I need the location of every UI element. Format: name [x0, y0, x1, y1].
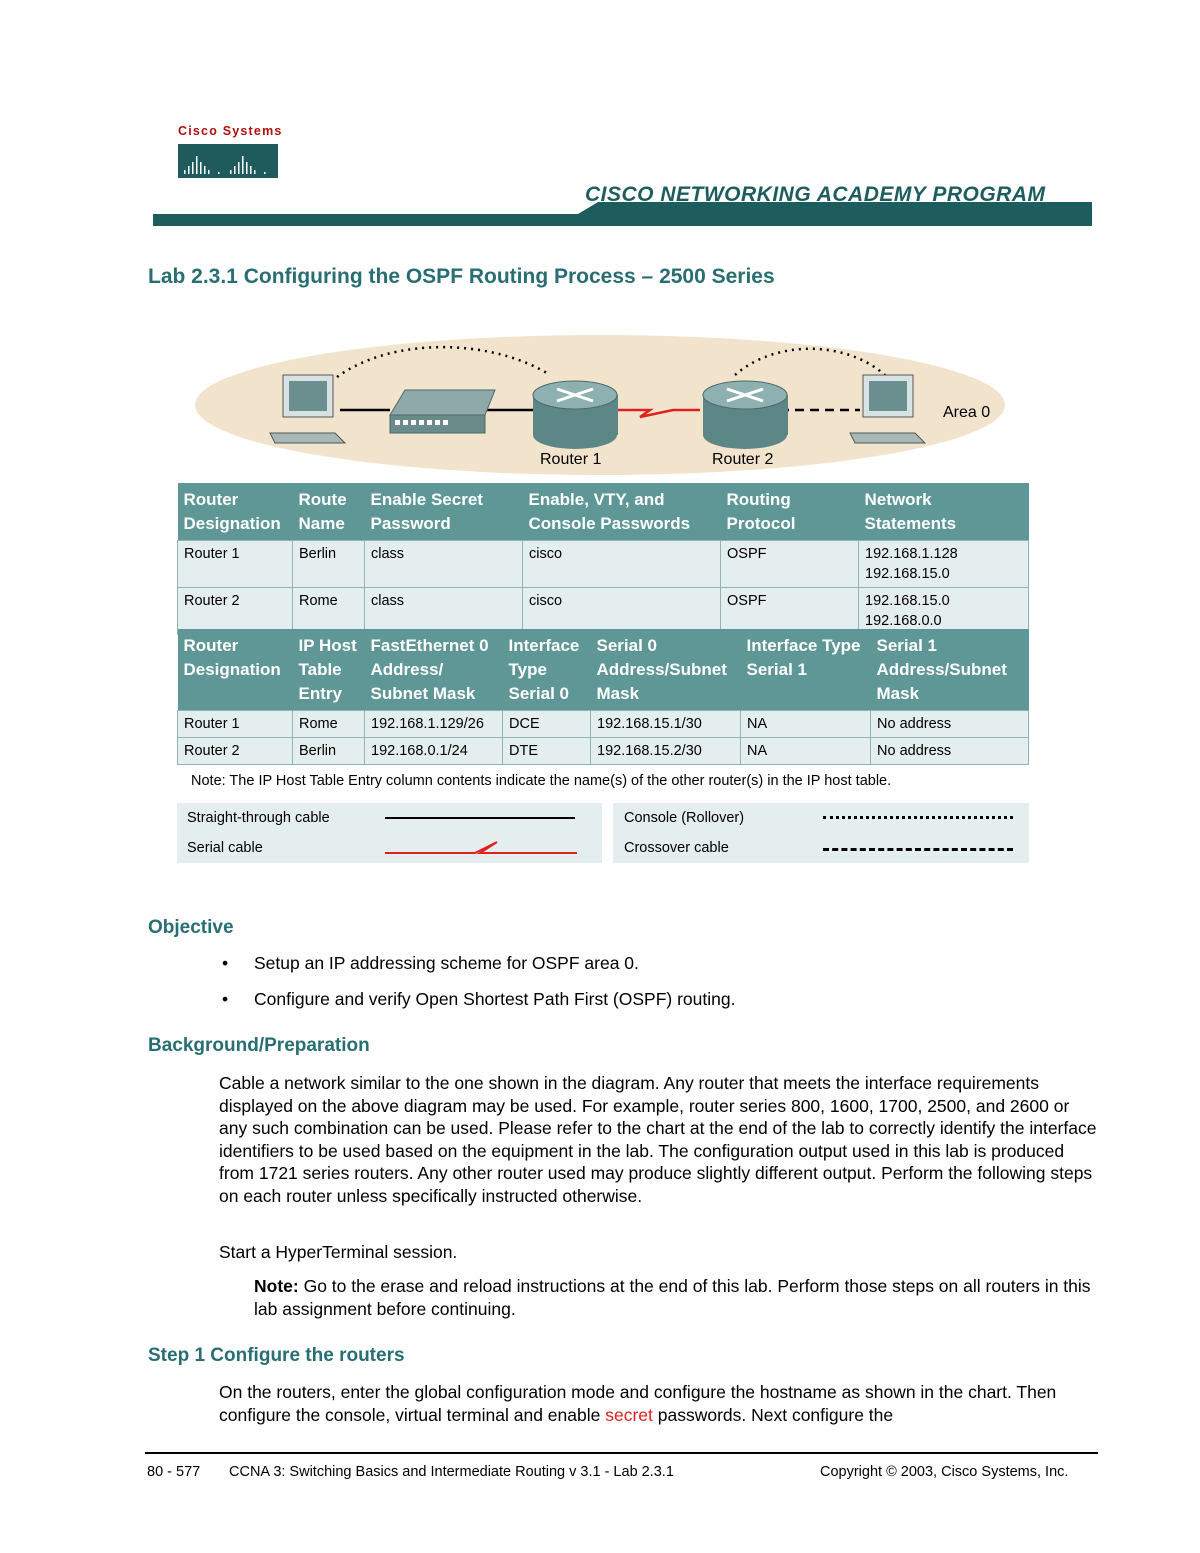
table-row	[178, 738, 1029, 765]
legend-crossover-label: Crossover cable	[624, 840, 729, 856]
table-cell: OSPF	[721, 588, 859, 635]
background-paragraph: Cable a network similar to the one shown in the diagram. Any router that meets the interface requirements displayed on the above diagram may be used. For example, router series 800, 1600, 1700, 2500, and 2600 or any such combination can be used. Please refer to the chart at the end of the lab to correctly identify the interface identifiers to be used based on the equipment in the lab. The configuration output used in this lab is produced from 1721 series routers. Any other router used may produce slightly different output. Perform the following steps on each router unless specifically instructed otherwise.	[219, 1073, 1097, 1206]
table-cell: No address	[871, 711, 1029, 738]
table-cell: Router 1	[178, 541, 293, 588]
step1-paragraph	[219, 1381, 1099, 1426]
cisco-logo-text: Cisco Systems	[178, 124, 283, 138]
straight-cable-line	[385, 817, 575, 819]
column-header: IP Host Table Entry	[293, 629, 365, 711]
router-config-table	[177, 483, 1029, 635]
column-header: Route Name	[293, 483, 365, 541]
table-cell: NA	[741, 738, 871, 765]
area-label: Area 0	[943, 404, 991, 421]
column-header: Interface Type Serial 0	[503, 629, 591, 711]
column-header: Interface Type Serial 1	[741, 629, 871, 711]
footer-divider	[145, 1452, 1098, 1454]
column-header: Routing Protocol	[721, 483, 859, 541]
legend-console-label: Console (Rollover)	[624, 810, 745, 826]
cable-legend-left	[177, 803, 602, 863]
table-cell: Rome	[293, 588, 365, 635]
interface-config-table	[177, 629, 1029, 765]
footer-page-number: 80 - 577	[147, 1464, 201, 1480]
column-header: Enable Secret Password	[365, 483, 523, 541]
table-row	[178, 541, 1029, 588]
table-cell: class	[365, 541, 523, 588]
network-statement: 192.168.1.128	[865, 546, 958, 562]
table-cell: Berlin	[293, 738, 365, 765]
table-cell: 192.168.1.129/26	[365, 711, 503, 738]
column-header: Serial 0 Address/Subnet Mask	[591, 629, 741, 711]
column-header: Network Statements	[859, 483, 1029, 541]
cisco-logo-bars	[178, 144, 288, 178]
note-paragraph	[254, 1275, 1094, 1320]
network-topology-diagram	[195, 335, 1025, 475]
table-cell: No address	[871, 738, 1029, 765]
table-cell: Router 2	[178, 738, 293, 765]
crossover-cable-line	[823, 848, 1013, 851]
console-cable-line	[823, 816, 1013, 819]
cable-legend-right	[613, 803, 1029, 863]
table-cell: Router 2	[178, 588, 293, 635]
start-session-text: Start a HyperTerminal session.	[219, 1242, 458, 1262]
table-cell: OSPF	[721, 541, 859, 588]
column-header: Router Designation	[178, 483, 293, 541]
step1-text-after: passwords. Next configure the	[652, 1404, 894, 1425]
column-header: Enable, VTY, and Console Passwords	[523, 483, 721, 541]
objective-item: Setup an IP addressing scheme for OSPF area 0.	[254, 953, 639, 973]
table-cell: cisco	[523, 541, 721, 588]
router1-icon	[533, 381, 618, 449]
bullet-icon: •	[222, 953, 229, 973]
router2-label: Router 2	[712, 451, 774, 468]
footer-copyright: Copyright © 2003, Cisco Systems, Inc.	[820, 1464, 1069, 1480]
table-cell: class	[365, 588, 523, 635]
table-cell	[859, 541, 1029, 588]
objective-heading: Objective	[148, 917, 234, 938]
table-header-row	[178, 629, 1029, 711]
table-note: Note: The IP Host Table Entry column contents indicate the name(s) of the other router(s) in the IP host table.	[191, 773, 892, 789]
table-cell: Router 1	[178, 711, 293, 738]
table-cell: Rome	[293, 711, 365, 738]
table-cell: DCE	[503, 711, 591, 738]
footer-course-title: CCNA 3: Switching Basics and Intermediate Routing v 3.1 - Lab 2.3.1	[229, 1464, 674, 1480]
network-statement: 192.168.0.0	[865, 613, 942, 629]
bullet-icon: •	[222, 989, 229, 1009]
table-row	[178, 588, 1029, 635]
secret-highlight: secret	[605, 1404, 653, 1425]
note-label: Note:	[254, 1276, 299, 1296]
table-cell: 192.168.15.2/30	[591, 738, 741, 765]
table-header-row	[178, 483, 1029, 541]
legend-serial-label: Serial cable	[187, 840, 263, 856]
table-cell: cisco	[523, 588, 721, 635]
step1-text-before: On the routers, enter the global configuration mode and configure the hostname as shown in the chart. Then configure the console, virtual terminal and enable	[219, 1382, 1057, 1425]
serial-cable-line	[385, 839, 577, 855]
router2-icon	[703, 381, 788, 449]
table-cell: 192.168.0.1/24	[365, 738, 503, 765]
step1-heading: Step 1 Configure the routers	[148, 1345, 405, 1366]
network-statement: 192.168.15.0	[865, 593, 950, 609]
page-title: Lab 2.3.1 Configuring the OSPF Routing Process – 2500 Series	[148, 265, 775, 288]
table-cell: Berlin	[293, 541, 365, 588]
switch-icon	[390, 390, 495, 433]
note-text: Go to the erase and reload instructions at the end of this lab. Perform those steps on all routers in this lab assignment before continuing.	[254, 1276, 1091, 1319]
router1-label: Router 1	[540, 451, 602, 468]
table-cell	[859, 588, 1029, 635]
table-cell: DTE	[503, 738, 591, 765]
background-heading: Background/Preparation	[148, 1035, 370, 1056]
column-header: Serial 1 Address/Subnet Mask	[871, 629, 1029, 711]
table-cell: NA	[741, 711, 871, 738]
column-header: FastEthernet 0 Address/ Subnet Mask	[365, 629, 503, 711]
network-statement: 192.168.15.0	[865, 566, 950, 582]
table-cell: 192.168.15.1/30	[591, 711, 741, 738]
column-header: Router Designation	[178, 629, 293, 711]
table-row	[178, 711, 1029, 738]
legend-straight-label: Straight-through cable	[187, 810, 330, 826]
objective-item: Configure and verify Open Shortest Path First (OSPF) routing.	[254, 989, 736, 1009]
program-title: CISCO NETWORKING ACADEMY PROGRAM	[585, 183, 1046, 206]
